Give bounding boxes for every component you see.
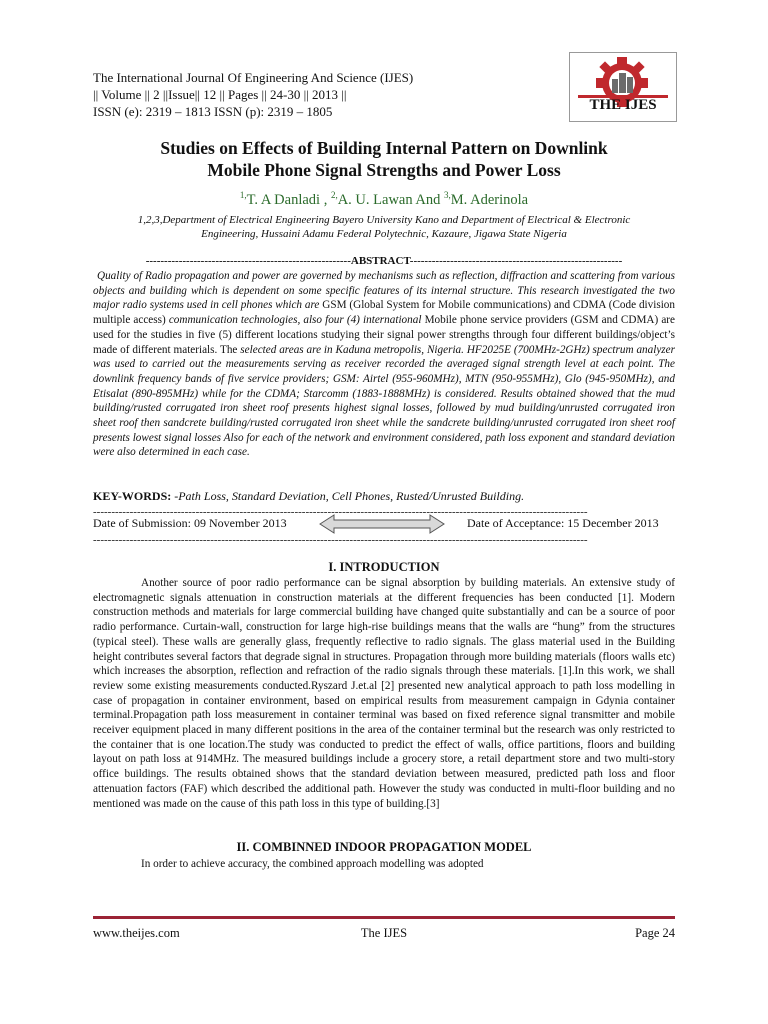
footer-journal: The IJES <box>360 926 408 940</box>
abstract-dash-right: ---------------------------------------------------------- <box>409 255 623 267</box>
abstract-part3: communication technologies, also four (4) international <box>168 314 425 327</box>
section1-text: Another source of poor radio performance can be signal absorption by building materials. An extensive study of electromagnetic signals attenuation in construction materials at the different frequencies has been conducted [1]. Modern construction methods and materials for large commercial building have changed quite substantially and can be a source of poor radio performance. Curtain-wall, construction for large high-rise buildings means that the walls are “hung” from the structures (typical steel). These walls are generally glass, frequently reflective to radio signals. The glass material used in the Building height contributes several factors that degrade signal in structures. Propagation through more building materials (floors walls etc) which increases the absorption, reflection and refraction of the radio signals through these materials. [1].In this work, we shall review some existing measurements conducted.Ryszard J.et.al [2] presented new analytical approach to path loss modelling in case of propagation in container environment, based on empirical results from measurement campaign in Gdynia container terminal.Propagation path loss measurement in container terminal was based on fixed reference signal transmitter and mobile receiver equipment placed in many different positions in the area of the container terminal but the research was only restricted to the container that is one location.The study was conducted to predict the effect of walls, office partitions, floors and building layout on path loss at 914MHz. The measured buildings include a grocery store, a retail department store and two multi-story office buildings. The results obtained shows that the standard deviation between measured, predicted path loss and floor attenuation factors (FAF) which described the additional path. However the study was conducted in multi-floor building and no mentioned was made on the cause of this path loss in this type of building.[3] <box>93 577 675 810</box>
author3-sup: 3, <box>444 190 451 200</box>
abstract-text <box>93 269 675 460</box>
section1-heading: I. INTRODUCTION <box>328 560 440 574</box>
author1: T. A Danladi , <box>246 191 331 208</box>
ijes-logo <box>569 52 677 122</box>
section2-heading: II. COMBINNED INDOOR PROPAGATION MODEL <box>236 840 532 854</box>
abstract-dash-left: -------------------------------------------------------- <box>145 255 351 267</box>
author3: M. Aderinola <box>450 191 529 208</box>
journal-issn-line: ISSN (e): 2319 – 1813 ISSN (p): 2319 – 1805 <box>93 104 333 119</box>
page-number: Page 24 <box>635 926 675 940</box>
author2: A. U. Lawan And <box>337 191 445 208</box>
abstract-part2: GSM (Global System for Mobile communications) and CDMA (Code division multiple access) <box>93 299 675 327</box>
paper-title-line2: Mobile Phone Signal Strengths and Power Loss <box>207 160 561 180</box>
double-arrow-icon <box>318 513 446 535</box>
affiliation-line1: 1,2,3,Department of Electrical Engineering Bayero University Kano and Department of Electrical & Electronic <box>137 214 631 226</box>
journal-volume-line: || Volume || 2 ||Issue|| 12 || Pages || 24-30 || 2013 || <box>93 87 347 102</box>
keywords-text: -Path Loss, Standard Deviation, Cell Phones, Rusted/Unrusted Building. <box>171 489 525 503</box>
journal-name: The International Journal Of Engineering And Science (IJES) <box>93 70 414 85</box>
abstract-part5: selected areas are in Kaduna metropolis, Nigeria. HF2025E (700MHz-2GHz) spectrum analyzer was used to carried out the measurements serving as receiver recorded the averaged signal strength level at each point. The downlink frequency bands of five service providers; GSM: Airtel (955-960MHz), MTN (950-955MHz), Glo (945-950MHz), and Etisalat (890-895MHz) while for the CDMA; Starcomm (1883-1888MHz) is considered. Results obtained showed that the mud building/rusted corrugated iron sheet roof presents highest signal losses, followed by mud building/unrusted corrugated iron sheet roof then sandcrete building/rusted corrugated iron sheet while the sandcrete building/unrusted corrugated iron sheet roof presents lowest signal losses Also for each of the network and environment considered, path loss exponent and standard deviation were also determined in each case. <box>93 343 675 459</box>
logo-text: THE IJES <box>589 97 657 113</box>
author1-sup: 1, <box>239 190 247 200</box>
abstract-part1: Quality of Radio propagation and power are governed by mechanisms such as reflection, diffraction and scattering from various objects and building which is dependent on some specific features of its internal structure. This research investigated the two major radio systems used in cell phones which are <box>93 270 675 312</box>
keywords <box>93 489 675 504</box>
dates-separator-bottom: --------------------------------------------------------------------------------------------------------------------------------------- <box>93 534 588 546</box>
section2-text: In order to achieve accuracy, the combined approach modelling was adopted <box>141 858 484 870</box>
acceptance-date: Date of Acceptance: 15 December 2013 <box>467 516 659 530</box>
authors <box>0 190 768 209</box>
abstract-header <box>93 255 675 267</box>
submission-date: Date of Submission: 09 November 2013 <box>93 516 287 530</box>
author2-sup: 2, <box>330 190 338 200</box>
footer-rule <box>93 916 675 919</box>
paper-title-line1: Studies on Effects of Building Internal Pattern on Downlink <box>160 138 608 158</box>
abstract-label: ABSTRACT <box>350 255 410 267</box>
keywords-label: KEY-WORDS: <box>93 489 172 503</box>
dates-separator-top: --------------------------------------------------------------------------------------------------------------------------------------- <box>93 506 588 518</box>
abstract-part4: Mobile phone service providers (GSM and CDMA) are used for the studies in five (5) different locations studying their signal power strengths through four different buildings/object’s made of different materials. The <box>93 314 675 356</box>
footer-url[interactable]: www.theijes.com <box>93 926 180 940</box>
affiliation-line2: Engineering, Hussaini Adamu Federal Polytechnic, Kazaure, Jigawa State Nigeria <box>201 228 567 240</box>
